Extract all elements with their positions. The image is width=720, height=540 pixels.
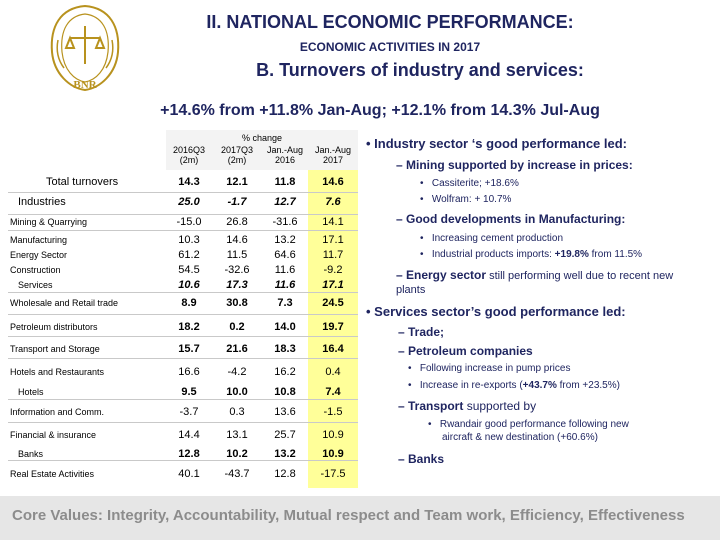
table-cell: 11.5	[226, 249, 248, 261]
table-cell: 10.0	[226, 386, 248, 398]
row-label: Wholesale and Retail trade	[10, 298, 119, 308]
turnover-table	[8, 130, 358, 488]
row-label: Transport and Storage	[10, 344, 100, 354]
manufacturing-point: – Good developments in Manufacturing:	[396, 212, 626, 226]
row-label: Construction	[10, 265, 61, 275]
table-cell: 54.5	[178, 264, 200, 276]
row-label: Manufacturing	[10, 235, 68, 245]
table-cell: 16.6	[178, 366, 200, 378]
table-cell: 0.2	[229, 321, 245, 333]
table-cell: 16.4	[322, 343, 344, 355]
energy-point-cont: plants	[396, 284, 426, 296]
industry-heading: • Industry sector ‘s good performance led:	[366, 136, 627, 151]
row-label: Real Estate Activities	[10, 469, 95, 479]
table-cell: 10.9	[322, 448, 344, 460]
table-divider	[8, 358, 358, 359]
row-label: Total turnovers	[46, 176, 119, 188]
row-label: Energy Sector	[10, 250, 68, 260]
table-cell: 11.6	[274, 264, 296, 276]
energy-point: – Energy sector still performing well due to recent new	[396, 268, 674, 282]
cement-point: • Increasing cement production	[420, 233, 564, 244]
table-cell: 8.9	[181, 297, 197, 309]
table-cell: 14.0	[274, 321, 296, 333]
svg-text:BNR: BNR	[73, 79, 97, 91]
table-cell: 10.6	[178, 279, 200, 291]
col-header-1: 2016Q3 (2m)	[172, 145, 206, 165]
table-cell: -1.5	[323, 406, 343, 418]
table-divider	[8, 192, 358, 193]
table-cell: 17.3	[226, 279, 248, 291]
row-label: Hotels and Restaurants	[10, 367, 105, 377]
row-label: Petroleum distributors	[10, 322, 98, 332]
table-cell: 13.6	[274, 406, 296, 418]
section-title: B. Turnovers of industry and services:	[256, 60, 584, 80]
services-heading: • Services sector’s good performance led:	[366, 304, 626, 319]
table-cell: -1.7	[227, 196, 247, 208]
trade-point: – Trade;	[398, 325, 445, 339]
table-cell: 11.8	[274, 176, 296, 188]
table-cell: 11.6	[274, 279, 296, 291]
table-cell: 0.3	[229, 406, 245, 418]
table-cell: 7.6	[325, 196, 341, 208]
table-cell: 15.7	[178, 343, 200, 355]
table-cell: 21.6	[226, 343, 248, 355]
rwandair-point-cont: aircraft & new destination (+60.6%)	[442, 432, 598, 443]
table-cell: 19.7	[322, 321, 344, 333]
table-cell: 30.8	[226, 297, 248, 309]
table-cell: -43.7	[224, 468, 250, 480]
table-cell: 11.7	[322, 249, 344, 261]
table-cell: 0.4	[325, 366, 341, 378]
transport-point: – Transport supported by	[398, 399, 537, 413]
table-cell: 7.4	[325, 386, 341, 398]
table-cell: 18.3	[274, 343, 296, 355]
table-cell: 14.3	[178, 176, 200, 188]
table-cell: 14.1	[322, 216, 344, 228]
table-cell: 10.3	[178, 234, 200, 246]
petroleum-point: – Petroleum companies	[398, 344, 533, 358]
table-divider	[8, 399, 358, 400]
imports-point: • Industrial products imports: +19.8% from 11.5%	[420, 249, 643, 260]
table-divider	[8, 214, 358, 215]
col-header-3: Jan.-Aug 2016	[266, 145, 304, 165]
table-divider	[8, 422, 358, 423]
mining-point: – Mining supported by increase in prices:	[396, 158, 633, 172]
table-cell: -9.2	[323, 264, 343, 276]
table-divider	[8, 460, 358, 461]
banks-point: – Banks	[398, 452, 445, 466]
table-cell: 12.8	[178, 448, 200, 460]
table-cell: 40.1	[178, 468, 200, 480]
table-cell: 10.2	[226, 448, 248, 460]
table-cell: -3.7	[179, 406, 199, 418]
reexports-point: • Increase in re-exports (+43.7% from +23.5%)	[408, 380, 620, 391]
row-label: Mining & Quarrying	[10, 217, 88, 227]
table-cell: 7.3	[277, 297, 293, 309]
cassiterite-point: • Cassiterite; +18.6%	[420, 178, 519, 189]
table-cell: -15.0	[176, 216, 202, 228]
row-label: Hotels	[18, 387, 44, 397]
rwandair-point: • Rwandair good performance following new	[428, 419, 629, 430]
table-cell: 24.5	[322, 297, 344, 309]
table-cell: -31.6	[272, 216, 298, 228]
table-cell: 17.1	[322, 279, 344, 291]
table-cell: 9.5	[181, 386, 197, 398]
change-label: % change	[241, 133, 283, 143]
table-cell: -32.6	[224, 264, 250, 276]
table-cell: 64.6	[274, 249, 296, 261]
row-label: Banks	[18, 449, 44, 459]
table-cell: 10.9	[322, 429, 344, 441]
table-cell: 13.2	[274, 234, 296, 246]
table-cell: 14.6	[322, 176, 344, 188]
table-cell: 17.1	[322, 234, 344, 246]
headline: +14.6% from +11.8% Jan-Aug; +12.1% from 14.3% Jul-Aug	[160, 102, 600, 119]
table-cell: 10.8	[274, 386, 296, 398]
pump-prices-point: • Following increase in pump prices	[408, 363, 571, 374]
table-cell: 12.7	[274, 196, 296, 208]
col-header-4: Jan.-Aug 2017	[314, 145, 352, 165]
table-cell: 26.8	[226, 216, 248, 228]
row-label: Information and Comm.	[10, 407, 105, 417]
page-title: II. NATIONAL ECONOMIC PERFORMANCE:	[206, 12, 574, 32]
table-cell: 25.7	[274, 429, 296, 441]
wolfram-point: • Wolfram: + 10.7%	[420, 194, 512, 205]
table-divider	[8, 292, 358, 293]
page-subtitle: ECONOMIC ACTIVITIES IN 2017	[299, 40, 481, 54]
table-cell: 14.4	[178, 429, 200, 441]
table-cell: 13.2	[274, 448, 296, 460]
table-cell: -4.2	[227, 366, 247, 378]
table-divider	[8, 230, 358, 231]
commentary	[362, 130, 718, 490]
col-header-2: 2017Q3 (2m)	[220, 145, 254, 165]
table-divider	[8, 314, 358, 315]
row-label: Industries	[18, 196, 66, 208]
row-label: Financial & insurance	[10, 430, 97, 440]
footer-core-values: Core Values: Integrity, Accountability, Mutual respect and Team work, Efficiency, Effectiveness	[12, 507, 685, 524]
table-cell: 13.1	[226, 429, 248, 441]
row-label: Services	[18, 280, 53, 290]
table-cell: 25.0	[178, 196, 200, 208]
table-divider	[8, 336, 358, 337]
table-cell: 12.8	[274, 468, 296, 480]
table-cell: 12.1	[226, 176, 248, 188]
table-cell: 14.6	[226, 234, 248, 246]
table-cell: -17.5	[320, 468, 346, 480]
table-cell: 16.2	[274, 366, 296, 378]
table-cell: 61.2	[178, 249, 200, 261]
table-cell: 18.2	[178, 321, 200, 333]
